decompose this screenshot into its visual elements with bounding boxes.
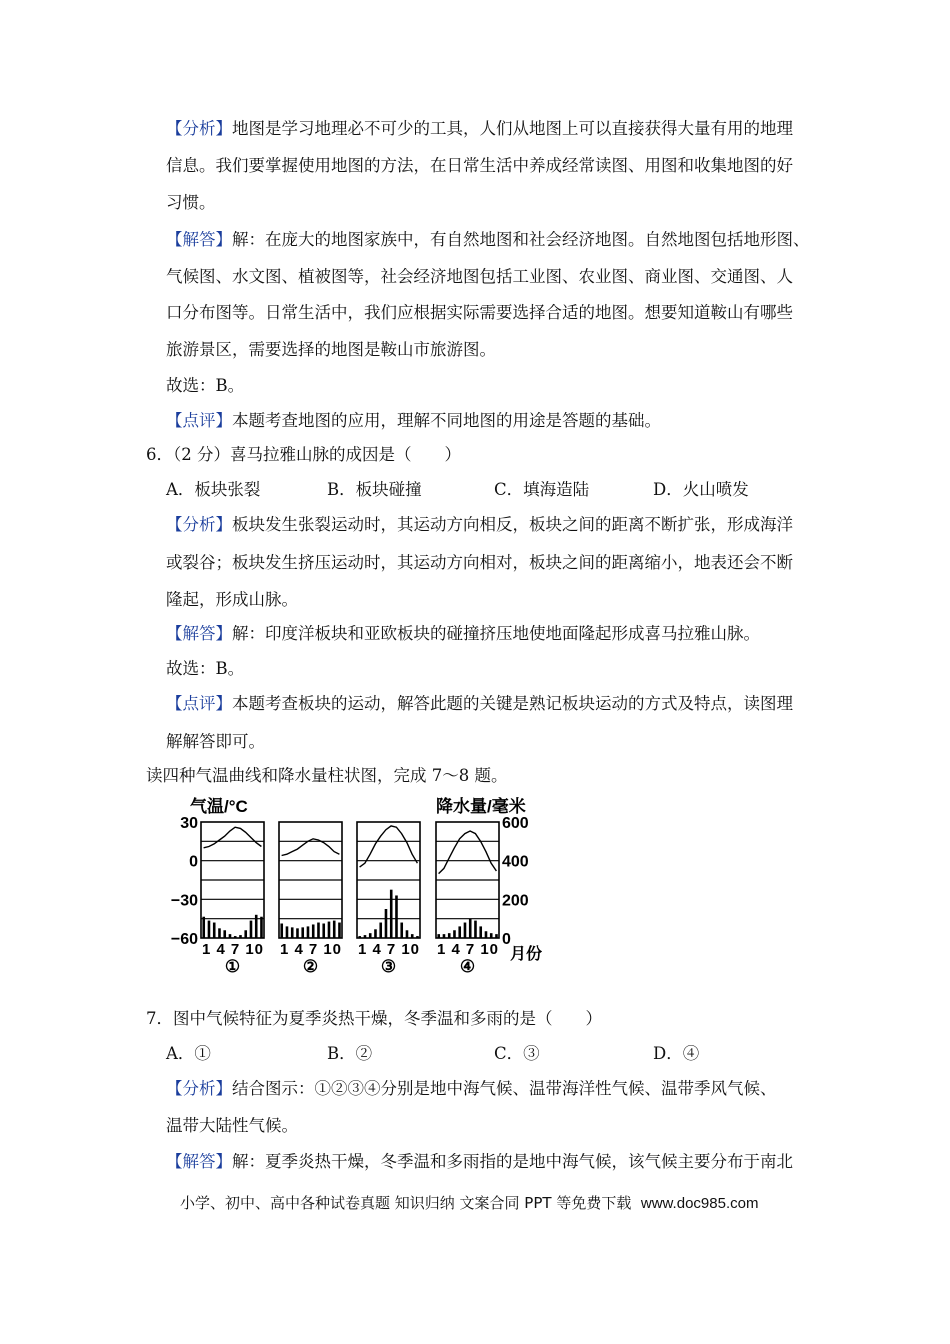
q5-comment: 【点评】本题考查地图的应用，理解不同地图的用途是答题的基础。 — [166, 411, 661, 430]
precipitation-bar — [218, 928, 221, 938]
q6-option-a: A．板块张裂 — [166, 480, 261, 499]
precipitation-bar — [400, 923, 403, 938]
precipitation-bar — [255, 915, 258, 938]
footer-url: www.doc985.com — [640, 1195, 759, 1212]
q6-option-b: B．板块碰撞 — [327, 480, 422, 499]
precipitation-bar — [395, 895, 398, 938]
precipitation-bar — [406, 930, 409, 938]
panel-label: ③ — [380, 957, 397, 974]
precipitation-bar — [239, 935, 242, 938]
precipitation-bar — [474, 921, 477, 938]
q5-answer-line-1: 【解答】解：在庞大的地图家族中，有自然地图和社会经济地图。自然地图包括地形图、 — [166, 230, 810, 249]
precipitation-bar — [307, 926, 310, 938]
precipitation-axis-title: 降水量/毫米 — [436, 797, 526, 816]
precipitation-bar — [223, 930, 226, 938]
month-tick-labels: 1 4 7 10 — [437, 941, 498, 958]
precipitation-bar — [358, 936, 361, 938]
temperature-tick-label: 0 — [189, 853, 198, 871]
climate-chart — [162, 794, 562, 974]
precipitation-bar — [369, 933, 372, 938]
q5-analysis-line-1: 【分析】地图是学习地理必不可少的工具，人们从地图上可以直接获得大量有用的地理 — [166, 119, 793, 138]
precipitation-bar — [390, 890, 393, 938]
precipitation-bar — [416, 936, 419, 938]
analysis-tag: 【分析】 — [166, 515, 232, 534]
q6-analysis-line-2: 或裂谷；板块发生挤压运动时，其运动方向相对，板块之间的距离缩小，地表还会不断 — [166, 553, 793, 572]
q7-stem: 7．图中气候特征为夏季炎热干燥，冬季温和多雨的是（ ） — [146, 1009, 602, 1028]
answer-tag: 【解答】 — [166, 1152, 232, 1171]
precipitation-bar — [244, 930, 247, 938]
precipitation-bar — [213, 923, 216, 938]
analysis-tag: 【分析】 — [166, 119, 232, 138]
precipitation-bar — [338, 923, 341, 938]
precipitation-bar — [202, 917, 205, 938]
q6-comment-line-1: 【点评】本题考查板块的运动，解答此题的关键是熟记板块运动的方式及特点，读图理 — [166, 694, 793, 713]
precipitation-bar — [328, 922, 331, 938]
q6-option-c: C．填海造陆 — [494, 480, 590, 499]
precipitation-bar — [385, 909, 388, 938]
panel-label: ① — [224, 957, 241, 974]
q7-answer: 【解答】解：夏季炎热干燥，冬季温和多雨指的是地中海气候，该气候主要分布于南北 — [166, 1152, 793, 1171]
precipitation-bar — [485, 931, 488, 938]
q5-answer-line-3: 口分布图等。日常生活中，我们应根据实际需要选择合适的地图。想要知道鞍山有哪些 — [166, 303, 793, 322]
q7-option-d: D．④ — [653, 1044, 700, 1063]
panel-label: ② — [302, 957, 319, 974]
precipitation-bar — [234, 936, 237, 938]
q6-option-d: D．火山喷发 — [653, 480, 749, 499]
precipitation-bar — [229, 934, 232, 938]
precipitation-bar — [312, 924, 315, 938]
q5-analysis-line-2: 信息。我们要掌握使用地图的方法，在日常生活中养成经常读图、用图和收集地图的好 — [166, 156, 793, 175]
q5-analysis-line-3: 习惯。 — [166, 193, 216, 212]
precipitation-bar — [291, 927, 294, 938]
precipitation-bar — [443, 934, 446, 938]
temperature-line — [204, 827, 262, 848]
precipitation-tick-label: 0 — [502, 931, 511, 948]
temperature-tick-label: −30 — [170, 892, 198, 910]
precipitation-bar — [437, 934, 440, 938]
answer-tag: 【解答】 — [166, 230, 232, 249]
month-tick-labels: 1 4 7 10 — [358, 941, 419, 958]
q6-comment-line-2: 解解答即可。 — [166, 732, 265, 751]
precipitation-bar — [333, 921, 336, 938]
precipitation-bar — [296, 928, 299, 938]
q7-option-b: B．② — [327, 1044, 373, 1063]
month-axis-title: 月份 — [510, 946, 543, 963]
precipitation-tick-label: 600 — [502, 815, 529, 832]
q5-answer-line-4: 旅游景区，需要选择的地图是鞍山市旅游图。 — [166, 340, 496, 359]
month-tick-labels: 1 4 7 10 — [202, 941, 263, 958]
precipitation-bar — [453, 930, 456, 938]
comment-tag: 【点评】 — [166, 694, 232, 713]
precipitation-bar — [317, 923, 320, 938]
precipitation-bar — [464, 923, 467, 938]
footer-text: 小学、初中、高中各种试卷真题 知识归纳 文案合同 PPT 等免费下载 — [180, 1194, 632, 1212]
q6-choice: 故选：B。 — [166, 659, 245, 678]
precipitation-bar — [448, 933, 451, 938]
q7-option-c: C．③ — [494, 1044, 540, 1063]
q6-analysis-line-3: 隆起，形成山脉。 — [166, 590, 298, 609]
precipitation-bar — [322, 924, 325, 939]
q7-analysis-line-2: 温带大陆性气候。 — [166, 1116, 298, 1135]
q5-choice: 故选：B。 — [166, 376, 245, 395]
precipitation-bar — [469, 919, 472, 938]
q6-answer: 【解答】解：印度洋板块和亚欧板块的碰撞挤压地使地面隆起形成喜马拉雅山脉。 — [166, 624, 760, 643]
q7-option-a: A．① — [166, 1044, 211, 1063]
precipitation-bar — [490, 933, 493, 938]
precipitation-tick-label: 200 — [502, 892, 529, 910]
precipitation-bar — [286, 926, 289, 938]
precipitation-bar — [379, 923, 382, 938]
q7-analysis-line-1: 【分析】结合图示：①②③④分别是地中海气候、温带海洋性气候、温带季风气候、 — [166, 1079, 777, 1098]
q6-analysis-line-1: 【分析】板块发生张裂运动时，其运动方向相反，板块之间的距离不断扩张，形成海洋 — [166, 515, 793, 534]
precipitation-bar — [364, 935, 367, 938]
temperature-tick-label: 30 — [180, 815, 198, 832]
comment-tag: 【点评】 — [166, 411, 232, 430]
precipitation-bar — [479, 926, 482, 938]
precipitation-bar — [250, 921, 253, 938]
temperature-tick-label: −60 — [170, 931, 198, 948]
precipitation-bar — [411, 934, 414, 938]
analysis-tag: 【分析】 — [166, 1079, 232, 1098]
precipitation-bar — [374, 929, 377, 938]
q5-answer-line-2: 气候图、水文图、植被图等，社会经济地图包括工业图、农业图、商业图、交通图、人 — [166, 267, 793, 286]
temperature-axis-title: 气温/°C — [190, 797, 248, 816]
q6-stem: 6．（2 分）喜马拉雅山脉的成因是（ ） — [146, 445, 461, 464]
precipitation-tick-label: 400 — [502, 853, 529, 871]
precipitation-bar — [458, 926, 461, 938]
panel-label: ④ — [459, 957, 476, 974]
precipitation-bar — [280, 924, 283, 939]
intro-text: 读四种气温曲线和降水量柱状图，完成 7～8 题。 — [146, 766, 508, 785]
precipitation-bar — [495, 934, 498, 938]
month-tick-labels: 1 4 7 10 — [280, 941, 341, 958]
precipitation-bar — [301, 927, 304, 938]
answer-tag: 【解答】 — [166, 624, 232, 643]
temperature-line — [439, 831, 497, 874]
precipitation-bar — [260, 917, 263, 938]
page-footer — [180, 1192, 758, 1213]
precipitation-bar — [208, 921, 211, 938]
